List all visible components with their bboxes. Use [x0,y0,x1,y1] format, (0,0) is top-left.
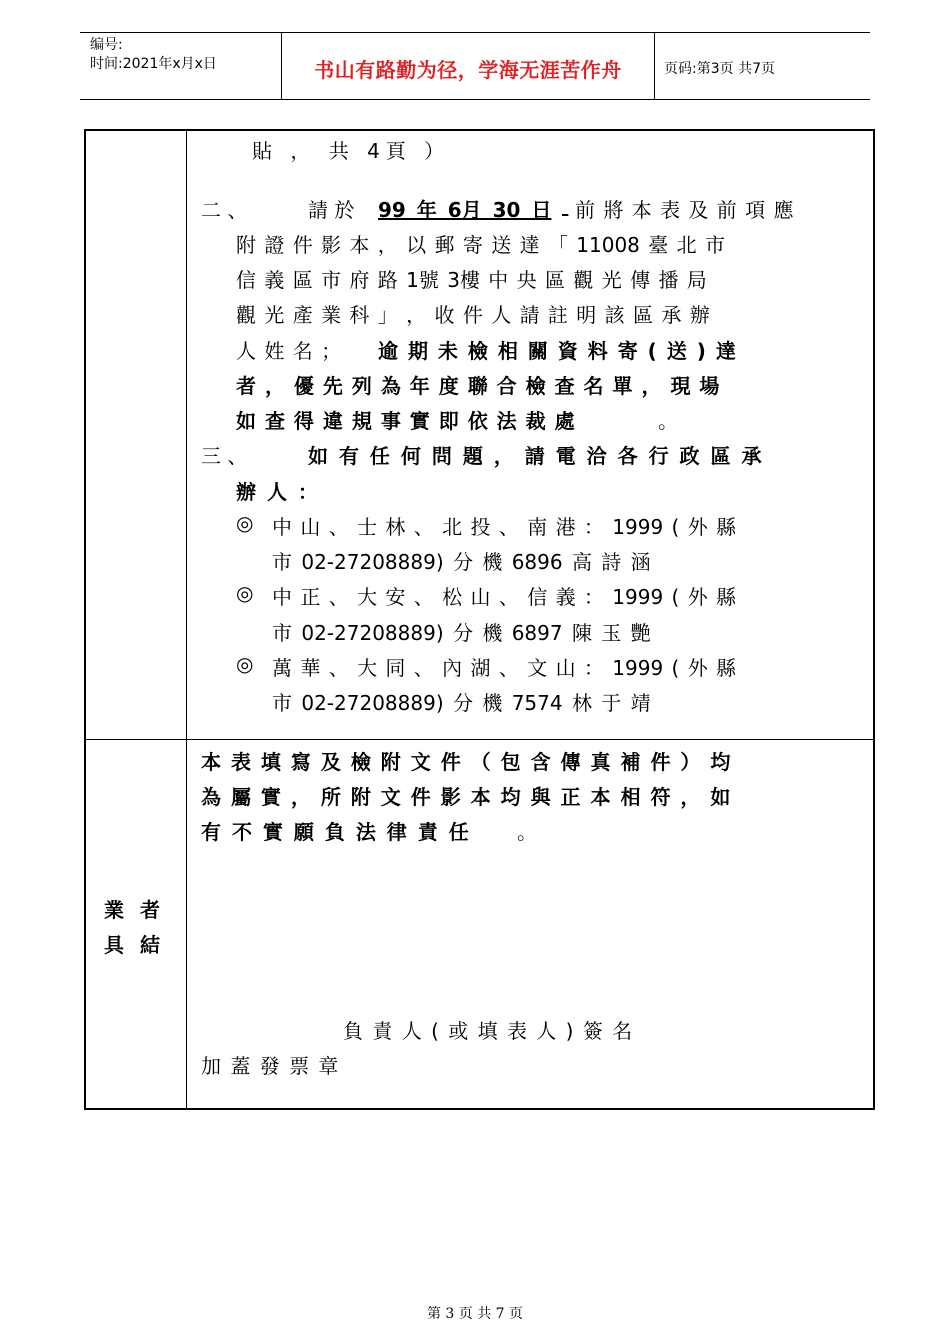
side-label-line2: 具結 [104,933,176,957]
contact-line2: 市 02-27208889) 分 機 7574 林 于 靖 [272,691,651,715]
contact-line1: 中 正 、 大 安 、 松 山 、 信 義 ： 1999 ( 外 縣 [272,585,737,609]
declaration-line3: 有 不 實 願 負 法 律 責 任 [201,820,469,844]
side-label-line1: 業者 [104,898,176,922]
header-left-cell [90,36,217,74]
item2-line5-pre: 人 姓 名 ； [236,339,342,363]
item2-line1-post: 前 將 本 表 及 前 項 應 [575,198,794,222]
item2-line1-pre: 請 於 [308,198,355,222]
header-motto: 书山有路勤为径，学海无涯苦作舟 [314,58,622,82]
table-row-divider [84,739,873,740]
header-bottom-rule [80,99,870,100]
table-column-divider [186,129,187,1108]
signature-label: 負 責 人 ( 或 填 表 人 ) 簽 名 [343,1019,633,1043]
declaration-line2: 為 屬 實 ， 所 附 文 件 影 本 均 與 正 本 相 符 ， 如 [201,785,731,809]
header-top-rule [80,32,870,33]
deadline-date: 99 年 6月 30 日 [378,198,552,222]
item3-line1-bold: 如 有 任 何 問 題 ， 請 電 洽 各 行 政 區 承 [308,444,762,468]
header-divider-2 [654,32,655,99]
continuation-text: 貼 ， 共 4頁 ） [252,139,451,163]
header-page-info: 页码:第3页 共7页 [664,61,775,77]
item2-line3: 信 義 區 市 府 路 1號 3樓 中 央 區 觀 光 傳 播 局 [236,268,707,292]
deadline-underline-spacer [562,194,568,218]
item2-line2: 附 證 件 影 本 ， 以 郵 寄 送 達 「 11008 臺 北 市 [236,233,725,257]
contact-line1: 中 山 、 士 林 、 北 投 、 南 港 ： 1999 ( 外 縣 [272,515,737,539]
contact-line2: 市 02-27208889) 分 機 6896 高 詩 涵 [272,550,651,574]
item3-number: 三 、 [201,444,248,468]
footer-page-number: 第 3 页 共 7 页 [426,1306,524,1322]
item2-line4: 觀 光 產 業 科 」 ， 收 件 人 請 註 明 該 區 承 辦 [236,303,710,327]
contact-mark: ◎ [236,581,254,605]
serial-label: 编号: [90,37,123,53]
contact-line2: 市 02-27208889) 分 機 6897 陳 玉 艷 [272,621,651,645]
stamp-label: 加 蓋 發 票 章 [201,1054,339,1078]
item2-number: 二 、 [201,198,248,222]
time-label: 时间:2021年x月x日 [90,56,217,72]
item2-line6-bold: 者 ， 優 先 列 為 年 度 聯 合 檢 查 名 單 ， 現 場 [236,374,720,398]
item2-line7-end: 。 [658,409,678,433]
contact-line1: 萬 華 、 大 同 、 內 湖 、 文 山 ： 1999 ( 外 縣 [272,656,737,680]
item2-line5-bold: 逾 期 未 檢 相 關 資 料 寄 ( 送 ) 達 [378,339,736,363]
item3-line2-bold: 辦 人 ： [236,480,318,504]
declaration-line1: 本 表 填 寫 及 檢 附 文 件 （ 包 含 傳 真 補 件 ） 均 [201,750,731,774]
item2-line7-bold: 如 查 得 違 規 事 實 即 依 法 裁 處 [236,409,575,433]
contact-mark: ◎ [236,511,254,535]
contact-mark: ◎ [236,652,254,676]
declaration-end: 。 [517,820,537,844]
